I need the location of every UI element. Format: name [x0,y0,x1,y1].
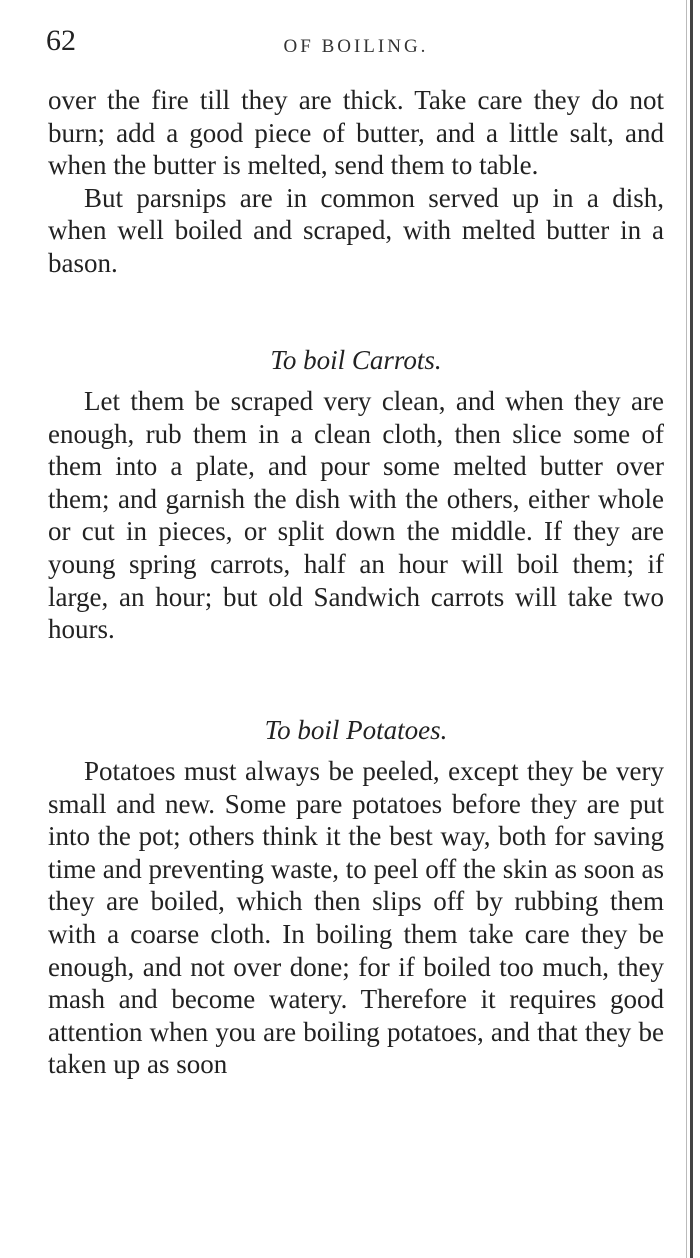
page-header [46,24,666,64]
section-potatoes [48,755,664,1081]
section-carrots [48,385,664,646]
page-number: 62 [46,24,76,57]
paragraph: Let them be scraped very clean, and when they are enough, rub them in a clean cloth, then slice some of them into a plate, and pour some melted butter over them; and garnish the dish with the others, either whole or cut in pieces, or split down the middle. If they are young spring carrots, half an hour will boil them; if large, an hour; but old Sandwich carrots will take two hours. [48,386,664,645]
section-heading-potatoes: To boil Potatoes. [264,715,448,745]
section-intro [48,84,664,280]
paragraph: Potatoes must always be peeled, except they be very small and new. Some pare potatoes before they are put into the pot; others think it the best way, both for saving time and preventing waste, to peel off the skin as soon as they are boiled, which then slips off by rubbing them with a coarse cloth. In boiling them take care they be enough, and not over done; for if boiled too much, they mash and become watery. Therefore it requires good attention when you are boiling potatoes, and that they be taken up as soon [48,756,664,1080]
section-heading-carrots: To boil Carrots. [270,345,442,375]
page-edge-shadow [686,0,687,1258]
running-head: OF BOILING. [283,36,429,57]
paragraph: But parsnips are in common served up in a dish, when well boiled and scraped, with melted butter in a bason. [48,182,664,278]
page-edge [690,0,693,1258]
paragraph: over the fire till they are thick. Take care they do not burn; add a good piece of butter, and a little salt, and when the butter is melted, send them to table. [48,85,664,181]
